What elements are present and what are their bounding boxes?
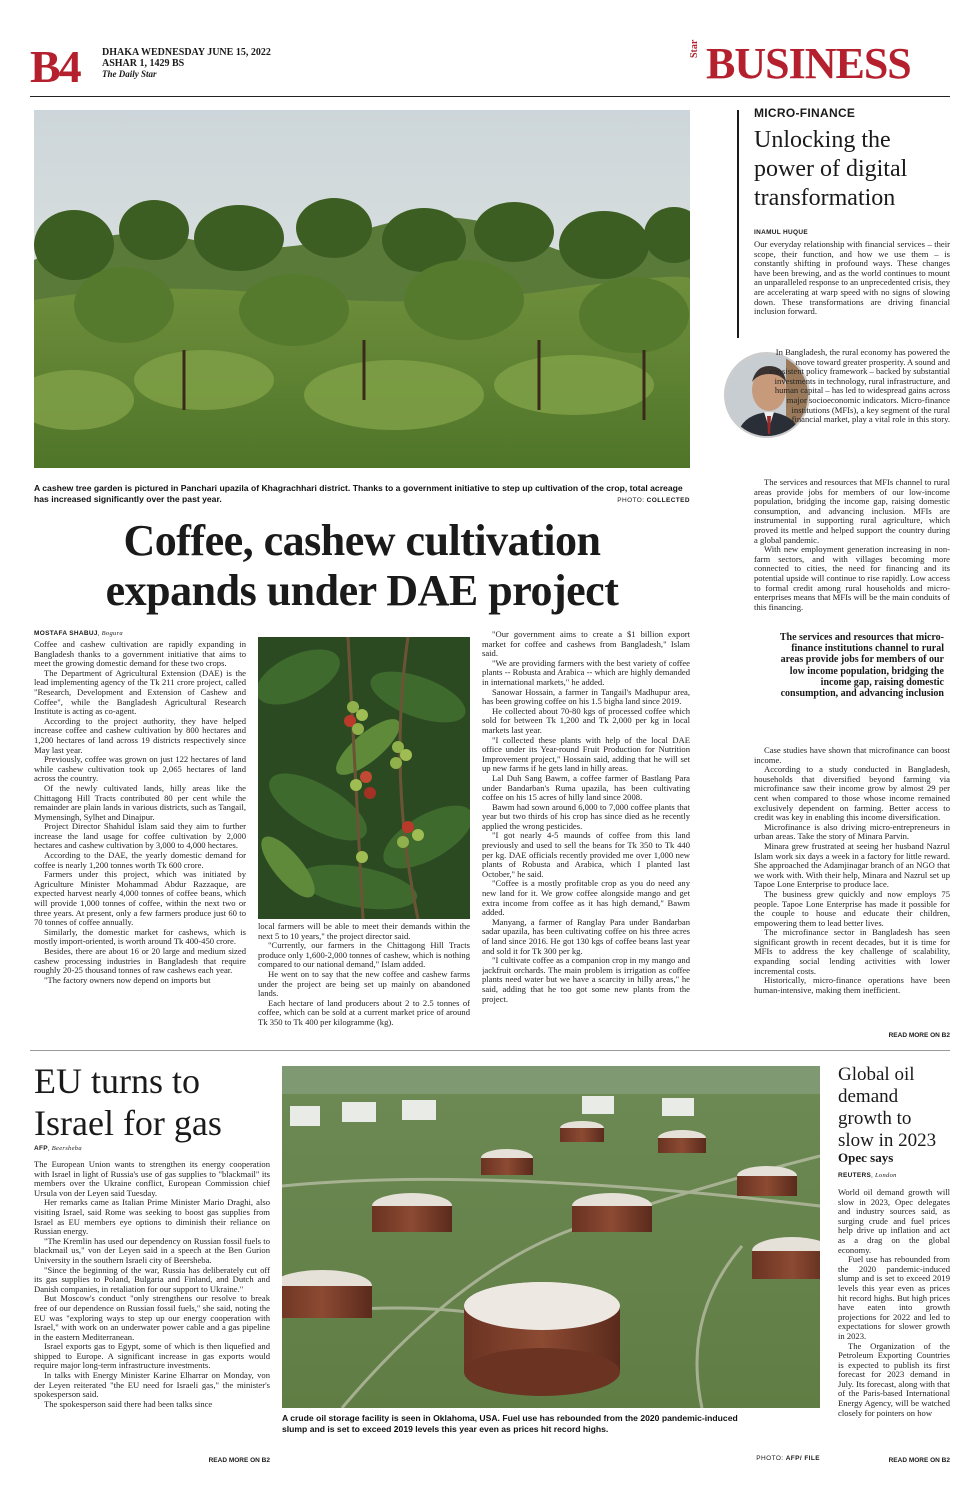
lead-column-3: [482, 630, 690, 1040]
lead-col1-para: The Department of Agricultural Extension (DAE) is the lead implementing agency of the Tk 211 crore project, called "Research, Development and Extension of Cashew and Coffee", while the Bangladesh Agricultural Research Institute is acting as co-agent.: [34, 667, 246, 717]
oil-para: World oil demand growth will slow in 2023, Opec delegates and industry sources said, as surging crude and fuel prices help drive up inflation and act as a drag on the global economy.: [838, 1188, 950, 1255]
micro-rest-para: Historically, micro-finance operations have been human-intensive, making them inefficient.: [754, 975, 950, 995]
lead-col2-para: local farmers will be able to meet their demands within the next 5 to 10 years," the project director said.: [258, 922, 470, 941]
top-photo-credit: [560, 497, 690, 504]
lead-col1-para: Farmers under this project, which was initiated by Agriculture Minister Mohammad Abdur Razzaque, are expected harvest nearly 4,000 tonnes of coffee beans, which will provide 1,000 tonnes of coffee, within the next two or three years. At present, only a few farmers produce just 60 to 70 tonnes of coffee annually.: [34, 869, 246, 928]
column-divider: [737, 110, 739, 338]
eu-headline-line2: Israel for gas: [34, 1103, 222, 1143]
eu-byline-place: , Beersheba: [47, 1145, 82, 1152]
cashew-garden-photo: [34, 110, 690, 468]
oil-photo-credit-label: PHOTO:: [756, 1455, 786, 1462]
lead-col1-para: Project Director Shahidul Islam said they aim to further increase the land usage for coffee cultivation by 2,000 hectares and cashew cultivation by 3,000 to 4,000 hectares.: [34, 821, 246, 851]
section-title: BUSINESS: [706, 39, 911, 88]
oil-headline-line3: growth to: [838, 1108, 912, 1129]
lead-headline-line2: expands under DAE project: [105, 566, 619, 615]
eu-para: "The Kremlin has used our dependency on Russian fossil fuels to blackmail us," von der Leyen said in a speech at the Ben Gurion University in the southern Israeli city of Beersheba.: [34, 1235, 270, 1265]
oil-photo-credit: [700, 1455, 820, 1462]
lead-col1-para: Besides, there are about 16 or 20 large and medium sized cashew processing industries in Bangladesh that require roughly 20-25 thousand tonnes of raw cashews each year.: [34, 946, 246, 976]
micro-intro-para: Our everyday relationship with financial services – their scope, their function, and how we use them – is constantly shifting in profound ways. These changes have been brewing, and as the world continues to mount an unparalleled response to an unprecedented crisis, they are accelerating at warp speed with no signs of slowing down. These transformations are driving financial inclusion forward.: [754, 240, 950, 317]
micro-continued: [754, 478, 950, 624]
micro-rest-para: Microfinance is also driving micro-entrepreneurs in urban areas. Take the story of Minara Parvin.: [754, 821, 950, 842]
micro-headline-line2: power of digital: [754, 156, 908, 182]
lead-byline-name: MOSTAFA SHABUJ: [34, 630, 98, 637]
lead-col3-para: Lal Duh Sang Bawm, a coffee farmer of Bastlang Para under Bandarban's Ruma upazila, has been cultivating coffee on his 15 acres of hilly land since 2008.: [482, 772, 690, 803]
micro-rest: [754, 746, 950, 1030]
lead-col3-para: "Our government aims to create a $1 billion export market for coffee and cashews from Bangladesh," Islam said.: [482, 630, 690, 659]
lead-col1-para: Coffee and cashew cultivation are rapidly expanding in Bangladesh thanks to a government initiative that aims to meet the growing domestic demand for these two crops.: [34, 640, 246, 669]
micro-intro-wrap: [764, 348, 950, 478]
eu-byline: [34, 1145, 82, 1152]
lead-col3-para: He collected about 70-80 kgs of processed coffee which sold for between Tk 1,200 and Tk 2,000 per kg in local markets last year.: [482, 705, 690, 735]
micro-headline-line3: transformation: [754, 185, 896, 211]
oil-read-more-link[interactable]: READ MORE ON B2: [888, 1457, 950, 1464]
dateline: [102, 47, 271, 80]
eu-headline-line1: EU turns to: [34, 1061, 200, 1101]
masthead-rule: [30, 96, 950, 97]
eu-para: Israel exports gas to Egypt, some of which is then liquefied and shipped to Europe. A significant increase in gas exports would require major long-term infrastructure investments.: [34, 1341, 270, 1371]
lead-col3-para: "I got nearly 4-5 maunds of coffee from this land previously and used to sell the beans for Tk 350 to Tk 440 per kg. DAE officials recently provided me over 1,000 new plants of Robusta and Arabica, which I planted last October," he said.: [482, 830, 690, 879]
top-photo-credit-label: PHOTO:: [617, 497, 647, 504]
eu-body: [34, 1160, 270, 1455]
top-photo-caption: A cashew tree garden is pictured in Panchari upazila of Khagrachhari district. Thanks to a government initiative to step up cultivation of the crop, total acreage has increased significantly over the past year.: [34, 483, 683, 504]
oil-byline: [838, 1172, 897, 1179]
oil-byline-place: , London: [871, 1172, 897, 1179]
lead-col3-para: "We are providing farmers with the best variety of coffee plants -- Robusta and Arabica -- which are highly demanded in international markets," he added.: [482, 657, 690, 687]
lead-col3-para: "I cultivate coffee as a companion crop in my mango and jackfruit orchards. The main problem is irrigation as coffee plants need water but we have a scarcity in hilly areas," he said, adding that he too got some new plants from the project.: [482, 955, 690, 1004]
dateline-bangla: ASHAR 1, 1429 BS: [102, 58, 185, 69]
oil-photo-credit-name: AFP/ FILE: [785, 1455, 820, 1462]
lead-col2-para: "Currently, our farmers in the Chittagong Hill Tracts produce only 1,600-2,000 tonnes of cashew, which is nothing compared to our national demand," Islam added.: [258, 940, 470, 970]
oil-body: [838, 1188, 950, 1456]
cashew-garden-image: [34, 110, 690, 468]
paper-name: The Daily Star: [102, 69, 157, 79]
lead-col1-para: Of the newly cultivated lands, hilly areas like the Chittagong Hill Tracts contributed 80 per cent while the remainder are plain lands in various districts, such as Tangail, Mymensingh, Sylhet and Dinajpur.: [34, 782, 246, 822]
micro-rest-para: The microfinance sector in Bangladesh has seen significant growth in recent decades, but it is time for MFIs to address the key challenge of scalability, expanding social lending activities with lower incremental costs.: [754, 927, 950, 976]
micro-rest-para: The business grew quickly and now employs 75 people. Tapoe Lone Enterprise has made it possible for the couple to house and educate their children, empowering them to lead better lives.: [754, 888, 950, 928]
lead-col2-para: Each hectare of land producers about 2 to 2.5 tonnes of coffee, which can be sold at a current market price of around Tk 350 to Tk 400 per kilogramme (kg).: [258, 997, 470, 1027]
oil-subhead: Opec says: [838, 1150, 894, 1165]
section-badge: Star: [689, 39, 700, 58]
micro-read-more-link[interactable]: READ MORE ON B2: [888, 1032, 950, 1039]
micro-continued-para: The services and resources that MFIs channel to rural areas provide jobs for members of our low-income population, bridging the income gap, raising domestic consumption, and advancing inclusion. MFIs are instrumental in supporting rural agriculture, which proved its mettle and helped support the country during a global pandemic.: [754, 478, 950, 545]
top-photo-credit-name: COLLECTED: [646, 497, 690, 504]
oil-byline-name: REUTERS: [838, 1172, 872, 1179]
oil-para: Fuel use has rebounded from the 2020 pandemic-induced slump and is set to exceed 2019 levels this year even as prices hit record highs. But high prices have eaten into growth projections for 2022 and led to expectations for slower growth in 2023.: [838, 1254, 950, 1341]
lead-col1-para: "The factory owners now depend on imports but: [44, 974, 211, 985]
micro-byline: INAMUL HUQUE: [754, 229, 809, 236]
lead-col3-para: "I collected these plants with help of the local DAE office under its Year-round Fruit Production for Nutrition Improvement project," Hossain said, adding that he will set up new farms if he gets land in hilly areas.: [482, 734, 690, 774]
dateline-date: DHAKA WEDNESDAY JUNE 15, 2022: [102, 47, 271, 58]
lead-col3-para: Bawm had sown around 6,000 to 7,000 coffee plants that year but two thirds of his crop has since died as he recently applied the wrong pesticides.: [482, 801, 690, 831]
micro-intro: [754, 240, 950, 346]
coffee-cherries-photo: [258, 637, 470, 919]
oil-storage-photo: [282, 1066, 820, 1408]
lead-column-2: [258, 922, 470, 1040]
oil-headline-line1: Global oil: [838, 1064, 915, 1085]
eu-byline-name: AFP: [34, 1145, 48, 1152]
lead-col1-para: According to the DAE, the yearly domestic demand for coffee is nearly 1,200 tonnes worth Tk 600 crore.: [34, 850, 246, 870]
oil-para: The Organization of the Petroleum Exporting Countries is expected to publish its first forecast for 2023 demand in July. Its forecast, along with that of the Paris-based International Energy Agency, will be watched closely for pointers on how: [838, 1340, 950, 1418]
micro-kicker: MICRO-FINANCE: [754, 106, 856, 120]
micro-rest-para: According to a study conducted in Bangladesh, households that diversified beyond farming via microfinance saw their income grow by almost 29 per cent when compared to those whose income remained exclusively dependent on farming. Better access to credit was key in enabling this income diversification.: [754, 764, 950, 823]
micro-continued-para: With new employment generation increasing in non-farm sectors, and with villages becoming more connected to cities, the need for financing and its potential upside will continue to rise rapidly. Low access to formal credit among rural households and micro-enterprises means that MFIs will be the main conduits of this financing.: [754, 544, 950, 612]
lead-col1-para: According to the project authority, they have helped increase coffee and cashew cultivation by 800 hectares and 1,200 hectares of land across 19 districts respectively since May last year.: [34, 715, 246, 755]
oil-headline: [838, 1064, 950, 1152]
micro-headline: [754, 126, 950, 213]
oil-headline-line4: slow in 2023: [838, 1130, 937, 1151]
micro-intro-para: In Bangladesh, the rural economy has powered the move toward greater prosperity. A sound and consistent policy framework – backed by substantial investments in technology, rural infrastructure, and human capital – has led to widespread gains across major socioeconomic indicators. Micro-finance institutions (MFIs), a key segment of the rural financial market, play a vital role in this story.: [769, 348, 950, 425]
eu-para: The European Union wants to strengthen its energy cooperation with Israel in light of Russia's use of gas supplies to "blackmail" its members over the Ukraine conflict, European Commission chief Ursula von der Leyen said Tuesday.: [34, 1160, 270, 1198]
eu-para: Her remarks came as Italian Prime Minister Mario Draghi, also visiting Israel, said Rome was seeking to boost gas supplies from Israel as EU members eye options to diminish their reliance on Russian energy.: [34, 1197, 270, 1237]
lead-byline: [34, 630, 123, 637]
oil-storage-image: [282, 1066, 820, 1408]
oil-photo-caption: A crude oil storage facility is seen in Oklahoma, USA. Fuel use has rebounded from the 2020 pandemic-induced slump and is set to exceed 2019 levels this year even as prices hit record highs.: [282, 1413, 738, 1434]
lead-headline: [34, 516, 690, 616]
eu-para: "Since the beginning of the war, Russia has deliberately cut off its gas supplies to Poland, Bulgaria and Finland, and Dutch and Danish companies, in retaliation for our support to Ukraine.": [34, 1264, 270, 1294]
eu-headline: [34, 1060, 270, 1144]
lower-section-rule: [30, 1050, 950, 1051]
micro-rest-para: Minara grew frustrated at seeing her husband Nazrul Islam work six days a week in a factory for little reward. She approached the Adamjinagar branch of an NGO that we work with. With their help, Minara and Nazrul set up Tapoe Lone Enterprise to produce lace.: [754, 840, 950, 890]
oil-headline-line2: demand: [838, 1086, 899, 1107]
lead-col3-para: Manyang, a farmer of Ranglay Para under Bandarban sadar upazila, has been cultivating coffee on his three acres of land since 2016. He got 130 kgs of coffee beans last year and sold it for Tk 300 per kg.: [482, 916, 690, 956]
micro-pullquote: The services and resources that micro-finance institutions channel to rural areas provide jobs for members of our low income population, bridging the income gap, raising domestic consumption, and advancing inclusion: [779, 632, 944, 700]
lead-column-1: [34, 640, 246, 1038]
eu-para: In talks with Energy Minister Karine Elharrar on Monday, von der Leyen reiterated "the EU need for Israeli gas," the minister's spokesperson said.: [34, 1370, 270, 1400]
lead-col2-para: He went on to say that the new coffee and cashew farms under the project are being set up mainly on abandoned lands.: [258, 968, 470, 999]
eu-para: But Moscow's conduct "only strengthens our resolve to break free of our dependence on Russian fossil fuels," she said, noting the EU was "exploring ways to step up our energy cooperation with Israel," with work on an underwater power cable and a gas pipeline in the eastern Mediterranean.: [34, 1293, 270, 1342]
eu-read-more-link[interactable]: READ MORE ON B2: [208, 1457, 270, 1464]
lead-col1-para: Previously, coffee was grown on just 122 hectares of land while cashew cultivation took up 2,065 hectares of land across the country.: [34, 754, 246, 784]
micro-headline-line1: Unlocking the: [754, 127, 891, 153]
lead-headline-line1: Coffee, cashew cultivation: [123, 516, 601, 565]
lead-col1-para: Similarly, the domestic market for cashews, which is mostly import-oriented, is worth around Tk 400-450 crore.: [34, 926, 246, 947]
lead-byline-place: , Bogura: [97, 630, 123, 637]
coffee-cherries-image: [258, 637, 470, 919]
page-number: B4: [30, 41, 80, 92]
lead-col3-para: Sanowar Hossain, a farmer in Tangail's Madhupur area, has been growing coffee on his 1.5 bigha land since 2019.: [482, 686, 690, 707]
lead-col3-para: "Coffee is a mostly profitable crop as you do need any new land for it. We grow coffee alongside mango and get extra income from coffee as it has high demand," Bawm added.: [482, 878, 690, 918]
eu-para: The spokesperson said there had been talks since: [44, 1398, 213, 1409]
micro-rest-para: Case studies have shown that microfinance can boost income.: [754, 746, 950, 765]
